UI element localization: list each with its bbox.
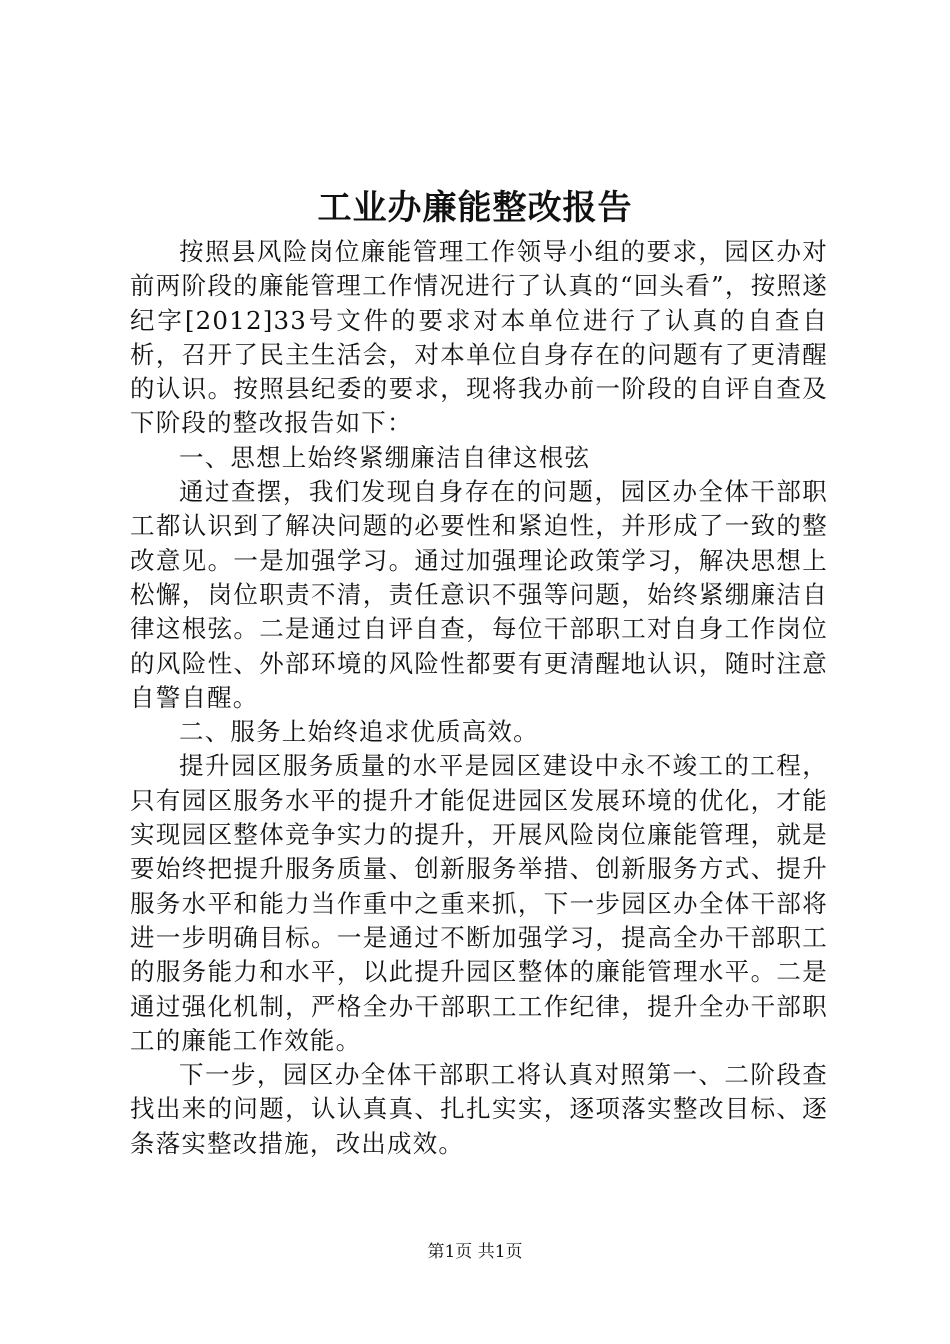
paragraph-section-1: 通过查摆，我们发现自身存在的问题，园区办全体干部职工都认识到了解决问题的必要性和紧迫性，并形成了一致的整改意见。一是加强学习。通过加强理论政策学习，解决思想上松懈，岗位职责不清，责任意识不强等问题，始终紧绷廉洁自律这根弦。二是通过自评自查，每位干部职工对自身工作岗位的风险性、外部环境的风险性都要有更清醒地认识，随时注意自警自醒。 — [130, 477, 828, 712]
section-heading-1: 一、思想上始终紧绷廉洁自律这根弦 — [179, 442, 591, 472]
paragraph-conclusion: 下一步，园区办全体干部职工将认真对照第一、二阶段查找出来的问题，认认真真、扎扎实实，逐项落实整改目标、逐条落实整改措施，改出成效。 — [130, 1060, 828, 1158]
paragraph-intro: 按照县风险岗位廉能管理工作领导小组的要求，园区办对前两阶段的廉能管理工作情况进行了认真的“回头看”，按照遂纪字[2012]33号文件的要求对本单位进行了认真的自查自析，召开了民主生活会，对本单位自身存在的问题有了更清醒的认识。按照县纪委的要求，现将我办前一阶段的自评自查及下阶段的整改报告如下： — [130, 237, 828, 438]
section-heading-2: 二、服务上始终追求优质高效。 — [179, 717, 539, 747]
document-title: 工业办廉能整改报告 — [317, 188, 633, 228]
document-body — [130, 235, 828, 1161]
page-footer: 第1页 共1页 — [427, 1242, 523, 1262]
paragraph-section-2: 提升园区服务质量的水平是园区建设中永不竣工的工程，只有园区服务水平的提升才能促进园区发展环境的优化，才能实现园区整体竞争实力的提升，开展风险岗位廉能管理，就是要始终把提升服务质量、创新服务举措、创新服务方式、提升服务水平和能力当作重中之重来抓，下一步园区办全体干部将进一步明确目标。一是通过不断加强学习，提高全办干部职工的服务能力和水平，以此提升园区整体的廉能管理水平。二是通过强化机制，严格全办干部职工工作纪律，提升全办干部职工的廉能工作效能。 — [130, 751, 828, 1055]
